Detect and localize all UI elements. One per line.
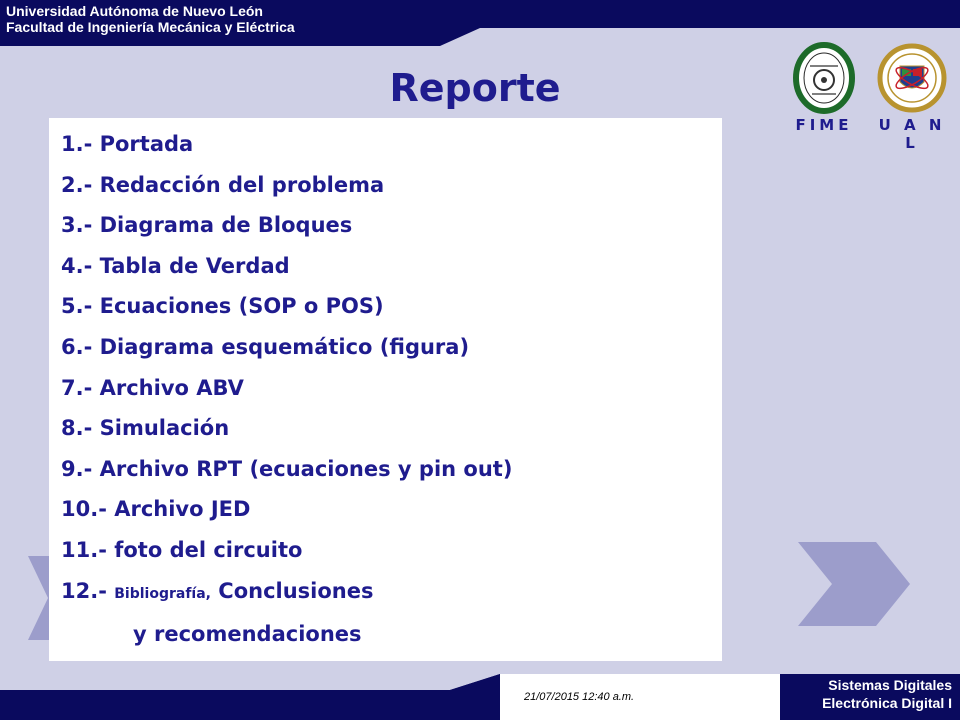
footer-bar [0,672,960,720]
uanl-seal-icon [876,42,948,114]
fime-seal-icon [788,42,860,114]
faculty-name: Facultad de Ingeniería Mecánica y Eléctrica [6,19,295,35]
list-item: 1.- Portada [61,132,194,156]
course-name [822,676,952,712]
fime-logo [788,42,860,136]
header-text [6,3,295,35]
course-line2: Electrónica Digital I [822,695,952,711]
page-title: Reporte [389,66,561,110]
date-stamp: 21/07/2015 12:40 a.m. [524,691,635,703]
list-item: 10.- Archivo JED [61,497,251,522]
list-item: 3.- Diagrama de Bloques [61,213,353,238]
list-item: 11.- foto del circuito [61,537,303,562]
uanl-label: U A N L [878,116,946,152]
list-item: 7.- Archivo ABV [61,375,244,400]
item12-conclusiones: Conclusiones [210,578,374,603]
list-item-12-continuation: y recomendaciones [133,622,362,647]
report-items-list [49,118,722,655]
item12-prefix: 12.- [61,578,115,603]
fime-label: FIME [795,116,853,134]
list-item: 6.- Diagrama esquemático (figura) [61,334,470,359]
next-chevron-icon[interactable] [798,542,910,626]
list-item: 4.- Tabla de Verdad [61,253,290,278]
university-name: Universidad Autónoma de Nuevo León [6,3,263,19]
list-item: 9.- Archivo RPT (ecuaciones y pin out) [61,456,513,481]
uanl-logo [876,42,948,152]
course-line1: Sistemas Digitales [828,677,952,693]
list-item-12 [61,571,722,615]
list-item: 2.- Redacción del problema [61,172,385,197]
item12-bibliografia: Bibliografía, [114,585,211,602]
report-contents [49,118,722,661]
list-item: 8.- Simulación [61,416,230,441]
list-item: 5.- Ecuaciones (SOP o POS) [61,294,384,319]
